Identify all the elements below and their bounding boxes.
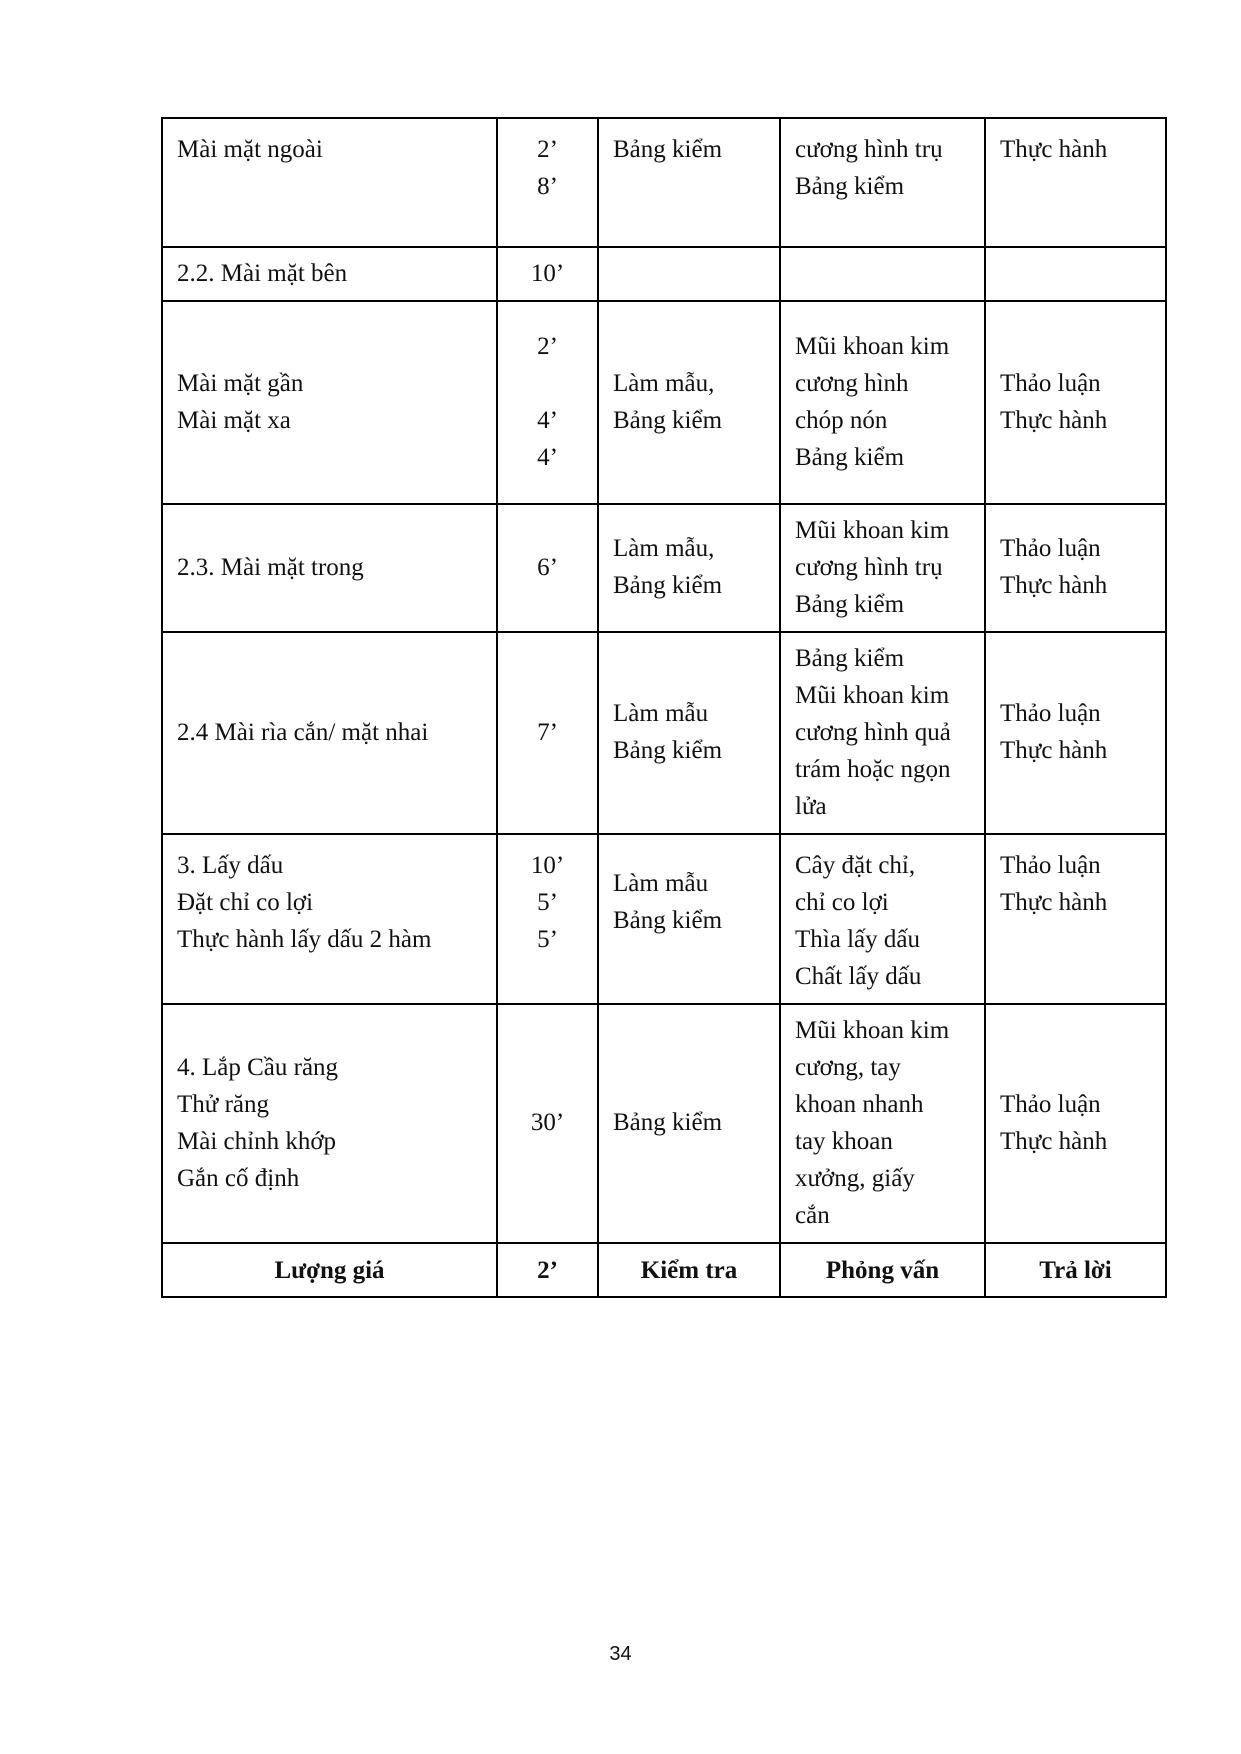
tools-cell: Mũi khoan kim cương hình trụ Bảng kiểm [780, 504, 985, 632]
page-number: 34 [609, 1643, 632, 1665]
table-row [162, 504, 1166, 632]
content-cell: 3. Lấy dấu Đặt chỉ co lợi Thực hành lấy dấu 2 hàm [162, 834, 497, 1004]
method-cell: Làm mẫu Bảng kiểm [598, 632, 780, 834]
method-cell: Bảng kiểm [598, 1004, 780, 1243]
table-row [162, 1004, 1166, 1243]
table-row [162, 834, 1166, 1004]
content-cell: 2.3. Mài mặt trong [162, 504, 497, 632]
table-row [162, 247, 1166, 301]
method-cell: Bảng kiểm [598, 118, 780, 247]
activity-cell: Thảo luận Thực hành [985, 834, 1166, 1004]
tools-cell: Bảng kiểm Mũi khoan kim cương hình quả trám hoặc ngọn lửa [780, 632, 985, 834]
activity-cell: Thực hành [985, 118, 1166, 247]
evaluation-row [162, 1243, 1166, 1297]
time-cell: 10’ 5’ 5’ [497, 834, 598, 1004]
evaluation-method: Kiểm tra [598, 1243, 780, 1297]
tools-cell [780, 247, 985, 301]
lesson-plan-table [161, 117, 1167, 1298]
content-cell: Mài mặt ngoài [162, 118, 497, 247]
activity-cell [985, 247, 1166, 301]
content-cell: 2.4 Mài rìa cắn/ mặt nhai [162, 632, 497, 834]
time-cell: 7’ [497, 632, 598, 834]
evaluation-label: Lượng giá [162, 1243, 497, 1297]
activity-cell: Thảo luận Thực hành [985, 504, 1166, 632]
evaluation-activity: Trả lời [985, 1243, 1166, 1297]
content-cell: Mài mặt gần Mài mặt xa [162, 301, 497, 504]
tools-cell: cương hình trụ Bảng kiểm [780, 118, 985, 247]
table-row [162, 118, 1166, 247]
time-cell: 2’ 4’ 4’ [497, 301, 598, 504]
activity-cell: Thảo luận Thực hành [985, 1004, 1166, 1243]
method-cell: Làm mẫu Bảng kiểm [598, 834, 780, 1004]
tools-cell: Cây đặt chỉ, chỉ co lợi Thìa lấy dấu Chất lấy dấu [780, 834, 985, 1004]
evaluation-time: 2’ [497, 1243, 598, 1297]
evaluation-tools: Phỏng vấn [780, 1243, 985, 1297]
activity-cell: Thảo luận Thực hành [985, 632, 1166, 834]
method-cell: Làm mẫu, Bảng kiểm [598, 301, 780, 504]
table-row [162, 632, 1166, 834]
content-cell: 4. Lắp Cầu răng Thử răng Mài chỉnh khớp Gắn cố định [162, 1004, 497, 1243]
method-cell [598, 247, 780, 301]
content-cell: 2.2. Mài mặt bên [162, 247, 497, 301]
tools-cell: Mũi khoan kim cương, tay khoan nhanh tay khoan xưởng, giấy cắn [780, 1004, 985, 1243]
time-cell: 10’ [497, 247, 598, 301]
method-cell: Làm mẫu, Bảng kiểm [598, 504, 780, 632]
time-cell: 30’ [497, 1004, 598, 1243]
time-cell: 2’ 8’ [497, 118, 598, 247]
time-cell: 6’ [497, 504, 598, 632]
table-row [162, 301, 1166, 504]
activity-cell: Thảo luận Thực hành [985, 301, 1166, 504]
tools-cell: Mũi khoan kim cương hình chóp nón Bảng kiểm [780, 301, 985, 504]
